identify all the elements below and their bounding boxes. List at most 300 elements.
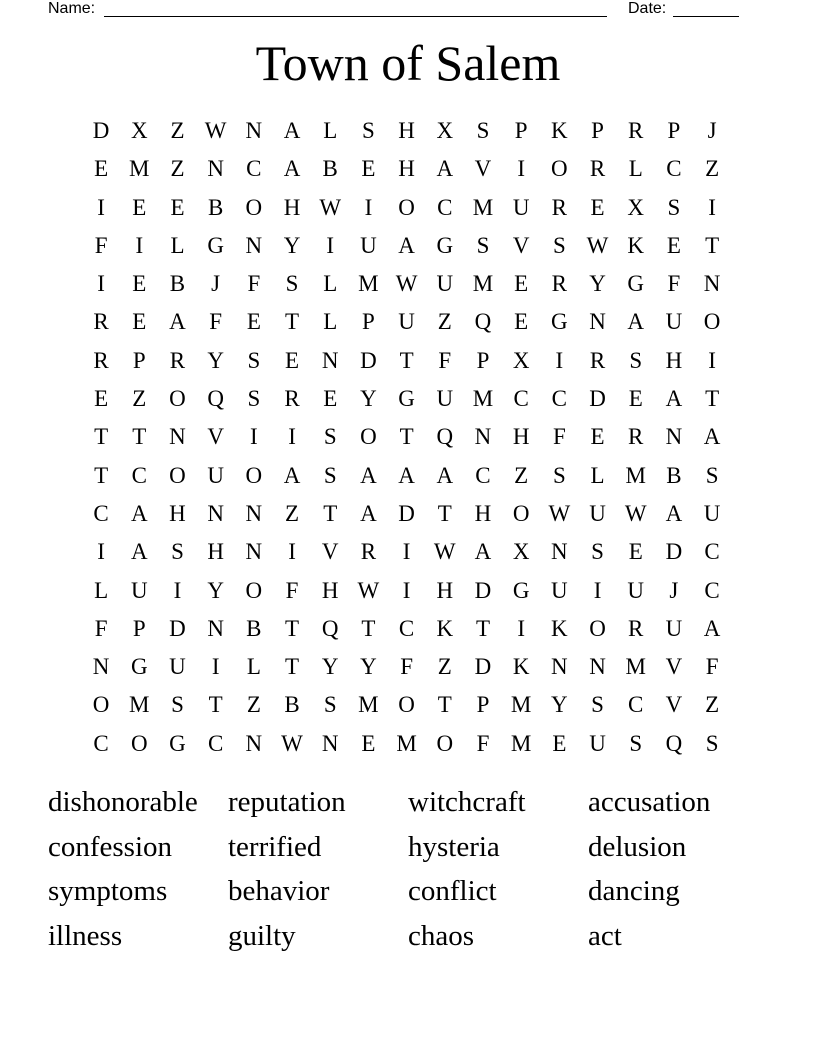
grid-letter: Q [321,615,339,641]
grid-letter: D [665,539,683,565]
grid-letter: A [665,386,683,412]
grid-letter: A [398,462,415,488]
grid-letter: Z [170,156,185,182]
grid-letter: M [625,654,646,680]
grid-letter: D [398,500,415,526]
grid-letter: P [476,692,490,718]
grid-letter: C [551,386,568,412]
grid-letter: M [129,692,150,718]
grid-letter: G [512,577,530,603]
grid-letter: L [246,654,261,680]
grid-letter: P [132,347,146,373]
grid-letter: I [97,271,105,297]
grid-letter: M [472,194,494,220]
grid-letter: D [92,118,110,143]
grid-letter: O [360,424,377,450]
grid-letter: I [97,539,105,565]
grid-letter: L [170,232,185,258]
grid-letter: N [703,271,721,297]
grid-letter: U [207,462,224,488]
grid-letter: M [510,692,532,718]
grid-letter: A [130,500,148,526]
word-list-item: dishonorable [48,786,198,818]
grid-letter: U [627,577,645,603]
grid-letter: R [628,118,644,143]
grid-letter: H [169,500,186,526]
grid-letter: I [288,424,296,450]
grid-letter: E [285,347,300,373]
grid-letter: A [360,462,377,488]
word-list-item: hysteria [408,830,500,863]
grid-letter: E [246,309,261,335]
grid-letter: K [512,654,530,680]
grid-letter: Z [514,462,529,488]
grid-letter: T [285,654,300,680]
grid-letter: F [667,271,681,297]
grid-letter: N [245,118,263,143]
grid-letter: M [396,730,417,756]
grid-letter: U [589,730,606,756]
grid-letter: L [323,271,338,297]
grid-letter: K [627,232,645,258]
grid-letter: N [474,424,492,450]
grid-letter: O [436,730,454,756]
word-list-item: illness [48,919,123,952]
word-list-item: behavior [228,875,330,907]
grid-letter: Y [321,654,339,680]
grid-letter: G [169,730,186,756]
grid-letter: R [589,347,606,373]
grid-letter: S [705,730,719,756]
grid-letter: U [665,309,683,335]
grid-letter: O [169,462,186,488]
grid-letter: O [551,156,568,182]
grid-letter: G [436,232,454,258]
grid-letter: N [589,309,606,335]
grid-letter: A [283,118,301,143]
grid-letter: E [132,194,147,220]
grid-letter: T [208,692,223,718]
word-list-item: accusation [588,786,711,818]
grid-letter: C [704,539,720,565]
grid-letter: T [399,424,414,450]
grid-letter: S [552,232,566,258]
grid-letter: D [360,347,377,373]
grid-letter: W [357,577,380,603]
grid-letter: X [512,539,530,565]
grid-letter: K [551,118,568,143]
grid-letter: C [666,156,682,182]
grid-letter: T [437,500,452,526]
grid-letter: S [476,118,490,143]
grid-letter: O [245,577,263,603]
word-list-item: chaos [408,919,475,952]
grid-letter: T [285,309,300,335]
grid-letter: P [362,309,375,335]
grid-letter: J [707,118,717,143]
header [48,0,748,20]
grid-letter: C [93,730,109,756]
grid-letter: E [552,730,567,756]
grid-letter: F [94,232,108,258]
grid-letter: N [245,232,263,258]
grid-letter: V [321,539,339,565]
grid-letter: U [551,577,568,603]
grid-letter: C [131,462,147,488]
grid-letter: C [398,615,415,641]
grid-letter: C [93,500,109,526]
grid-letter: E [132,271,147,297]
grid-letter: F [94,615,108,641]
grid-letter: U [436,386,454,412]
grid-letter: U [589,500,606,526]
grid-letter: G [398,386,415,412]
grid-letter: W [395,271,418,297]
grid-letter: I [402,539,411,565]
grid-letter: W [319,194,342,220]
grid-letter: W [586,232,609,258]
grid-letter: E [590,194,605,220]
grid-letter: D [474,577,492,603]
grid-letter: M [472,386,494,412]
word-list-item: terrified [228,830,322,863]
grid-letter: B [322,156,338,182]
word-list-item: symptoms [48,875,168,907]
grid-letter: J [669,577,679,603]
grid-letter: O [169,386,186,412]
grid-letter: S [476,232,490,258]
grid-letter: T [399,347,414,373]
grid-letter: X [627,194,645,220]
word-list-item: conflict [408,875,497,907]
grid-letter: N [551,654,568,680]
grid-letter: N [245,539,263,565]
grid-letter: A [169,309,186,335]
grid-letter: N [245,730,263,756]
grid-letter: P [514,118,528,143]
word-list-item: guilty [228,919,296,952]
grid-letter: Z [705,156,720,182]
name-field[interactable] [104,16,607,17]
grid-letter: N [321,730,339,756]
grid-letter: N [245,500,263,526]
grid-letter: Y [551,692,568,718]
grid-letter: S [591,539,604,565]
grid-letter: C [704,577,720,603]
grid-letter: T [437,692,452,718]
grid-letter: I [288,539,296,565]
grid-letter: B [207,194,224,220]
grid-letter: H [512,424,530,450]
grid-letter: I [135,232,144,258]
grid-letter: R [93,347,109,373]
grid-letter: S [247,386,261,412]
grid-letter: N [207,156,224,182]
grid-letter: I [517,615,525,641]
grid-letter: S [629,347,643,373]
grid-letter: O [92,692,110,718]
grid-letter: F [400,654,413,680]
grid-letter: Z [705,692,720,718]
grid-letter: L [323,118,338,143]
grid-letter: A [436,156,454,182]
grid-letter: X [130,118,148,143]
grid-letter: S [629,730,643,756]
grid-letter: Y [589,271,606,297]
grid-letter: Q [474,309,492,335]
grid-letter: W [548,500,571,526]
grid-letter: M [472,271,494,297]
grid-letter: I [555,347,564,373]
grid-letter: A [360,500,377,526]
grid-letter: B [284,692,300,718]
grid-letter: O [130,730,148,756]
grid-letter: Q [436,424,454,450]
grid-letter: G [130,654,148,680]
grid-letter: T [94,424,109,450]
grid-letter: E [628,386,643,412]
grid-letter: S [323,692,337,718]
grid-letter: G [207,232,224,258]
grid-letter: R [551,271,568,297]
grid-letter: Z [132,386,147,412]
grid-letter: E [323,386,338,412]
grid-letter: F [476,730,490,756]
grid-letter: E [170,194,185,220]
grid-letter: I [173,577,182,603]
grid-letter: F [247,271,261,297]
grid-letter: W [281,730,303,756]
grid-letter: Z [246,692,261,718]
grid-letter: E [666,232,681,258]
grid-letter: P [476,347,490,373]
grid-letter: A [703,424,721,450]
grid-letter: I [364,194,373,220]
grid-letter: R [589,156,606,182]
grid-letter: I [708,347,716,373]
grid-letter: A [283,156,301,182]
grid-letter: Y [360,654,377,680]
grid-letter: K [436,615,454,641]
grid-letter: B [169,271,186,297]
grid-letter: C [475,462,491,488]
grid-letter: N [551,539,568,565]
grid-letter: H [436,577,454,603]
grid-letter: U [130,577,148,603]
grid-letter: S [552,462,566,488]
page-title: Town of Salem [255,35,561,91]
grid-letter: T [361,615,376,641]
grid-letter: F [285,577,299,603]
grid-letter: E [361,156,376,182]
grid-letter: D [169,615,186,641]
grid-letter: F [438,347,452,373]
grid-letter: Q [207,386,224,412]
grid-letter: T [132,424,147,450]
grid-letter: Z [437,654,452,680]
grid-letter: E [132,309,147,335]
grid-letter: H [474,500,492,526]
grid-letter: T [285,615,300,641]
grid-letter: A [703,615,721,641]
grid-letter: E [514,271,529,297]
word-list [48,780,768,958]
grid-letter: R [93,309,109,335]
grid-letter: P [667,118,681,143]
grid-letter: C [437,194,453,220]
grid-letter: R [628,424,644,450]
grid-letter: S [323,424,337,450]
grid-letter: M [129,156,150,182]
grid-letter: Q [665,730,683,756]
grid-letter: Y [360,386,377,412]
grid-letter: E [514,309,529,335]
grid-letter: T [94,462,109,488]
grid-letter: S [591,692,604,718]
grid-letter: E [361,730,376,756]
grid-letter: I [517,156,525,182]
grid-letter: B [246,615,262,641]
word-list-item: confession [48,830,173,863]
letter-grid [82,112,731,763]
grid-letter: H [398,118,415,143]
grid-letter: R [360,539,377,565]
grid-letter: N [321,347,339,373]
grid-letter: T [475,615,490,641]
grid-letter: M [625,462,646,488]
grid-letter: S [171,692,184,718]
grid-letter: Z [285,500,300,526]
grid-letter: D [589,386,606,412]
grid-letter: C [207,730,224,756]
grid-letter: N [207,500,224,526]
grid-letter: T [705,386,720,412]
grid-letter: X [436,118,454,143]
grid-letter: O [512,500,530,526]
grid-letter: U [703,500,721,526]
grid-letter: A [665,500,683,526]
grid-letter: N [665,424,683,450]
grid-letter: O [245,462,263,488]
grid-letter: X [512,347,530,373]
grid-letter: O [245,194,263,220]
grid-letter: C [246,156,262,182]
grid-letter: R [628,615,644,641]
word-list-item: witchcraft [408,786,526,818]
grid-letter: O [589,615,606,641]
grid-letter: S [667,194,681,220]
grid-letter: I [708,194,716,220]
grid-letter: I [326,232,335,258]
grid-letter: E [628,539,643,565]
grid-letter: S [247,347,261,373]
grid-letter: I [402,577,411,603]
grid-letter: O [398,692,415,718]
grid-letter: H [398,156,415,182]
grid-letter: L [323,309,338,335]
grid-letter: T [323,500,338,526]
grid-letter: P [132,615,146,641]
grid-letter: H [321,577,339,603]
grid-letter: L [628,156,643,182]
word-list-item: act [588,919,622,952]
grid-letter: N [207,615,224,641]
grid-letter: R [551,194,568,220]
date-label: Date: [628,0,667,17]
grid-letter: J [211,271,221,297]
grid-letter: G [551,309,568,335]
grid-letter: K [551,615,568,641]
grid-letter: M [358,271,379,297]
grid-letter: V [665,654,683,680]
grid-letter: F [705,654,719,680]
grid-letter: S [705,462,719,488]
grid-letter: Y [207,577,224,603]
grid-letter: C [628,692,644,718]
grid-letter: H [283,194,301,220]
grid-letter: N [92,654,110,680]
grid-letter: N [589,654,606,680]
grid-letter: S [362,118,375,143]
grid-letter: V [207,424,224,450]
grid-letter: I [211,654,220,680]
grid-letter: A [398,232,415,258]
word-list-item: dancing [588,875,680,907]
grid-letter: E [590,424,605,450]
grid-letter: Z [437,309,452,335]
grid-letter: L [94,577,109,603]
grid-letter: W [204,118,227,143]
grid-letter: V [474,156,492,182]
grid-letter: G [627,271,645,297]
word-list-item: reputation [228,786,346,818]
grid-letter: U [398,309,415,335]
grid-letter: U [360,232,377,258]
grid-letter: A [627,309,645,335]
grid-letter: P [591,118,604,143]
grid-letter: W [624,500,647,526]
grid-letter: E [94,156,109,182]
grid-letter: L [590,462,605,488]
grid-letter: W [433,539,456,565]
grid-letter: I [250,424,258,450]
grid-letter: F [209,309,223,335]
grid-letter: H [665,347,683,373]
grid-letter: Y [207,347,224,373]
grid-letter: U [665,615,683,641]
grid-letter: M [358,692,379,718]
grid-letter: F [552,424,566,450]
grid-letter: A [130,539,148,565]
date-field[interactable] [673,16,739,17]
grid-letter: H [207,539,224,565]
grid-letter: Y [283,232,301,258]
grid-letter: I [97,194,105,220]
grid-letter: V [665,692,683,718]
grid-letter: V [512,232,530,258]
grid-letter: M [510,730,532,756]
grid-letter: Z [170,118,185,143]
grid-letter: C [513,386,529,412]
grid-letter: D [474,654,492,680]
grid-letter: E [94,386,109,412]
grid-letter: O [398,194,415,220]
grid-letter: U [436,271,454,297]
grid-letter: A [283,462,301,488]
grid-letter: O [703,309,721,335]
grid-letter: A [474,539,492,565]
grid-letter: U [512,194,530,220]
